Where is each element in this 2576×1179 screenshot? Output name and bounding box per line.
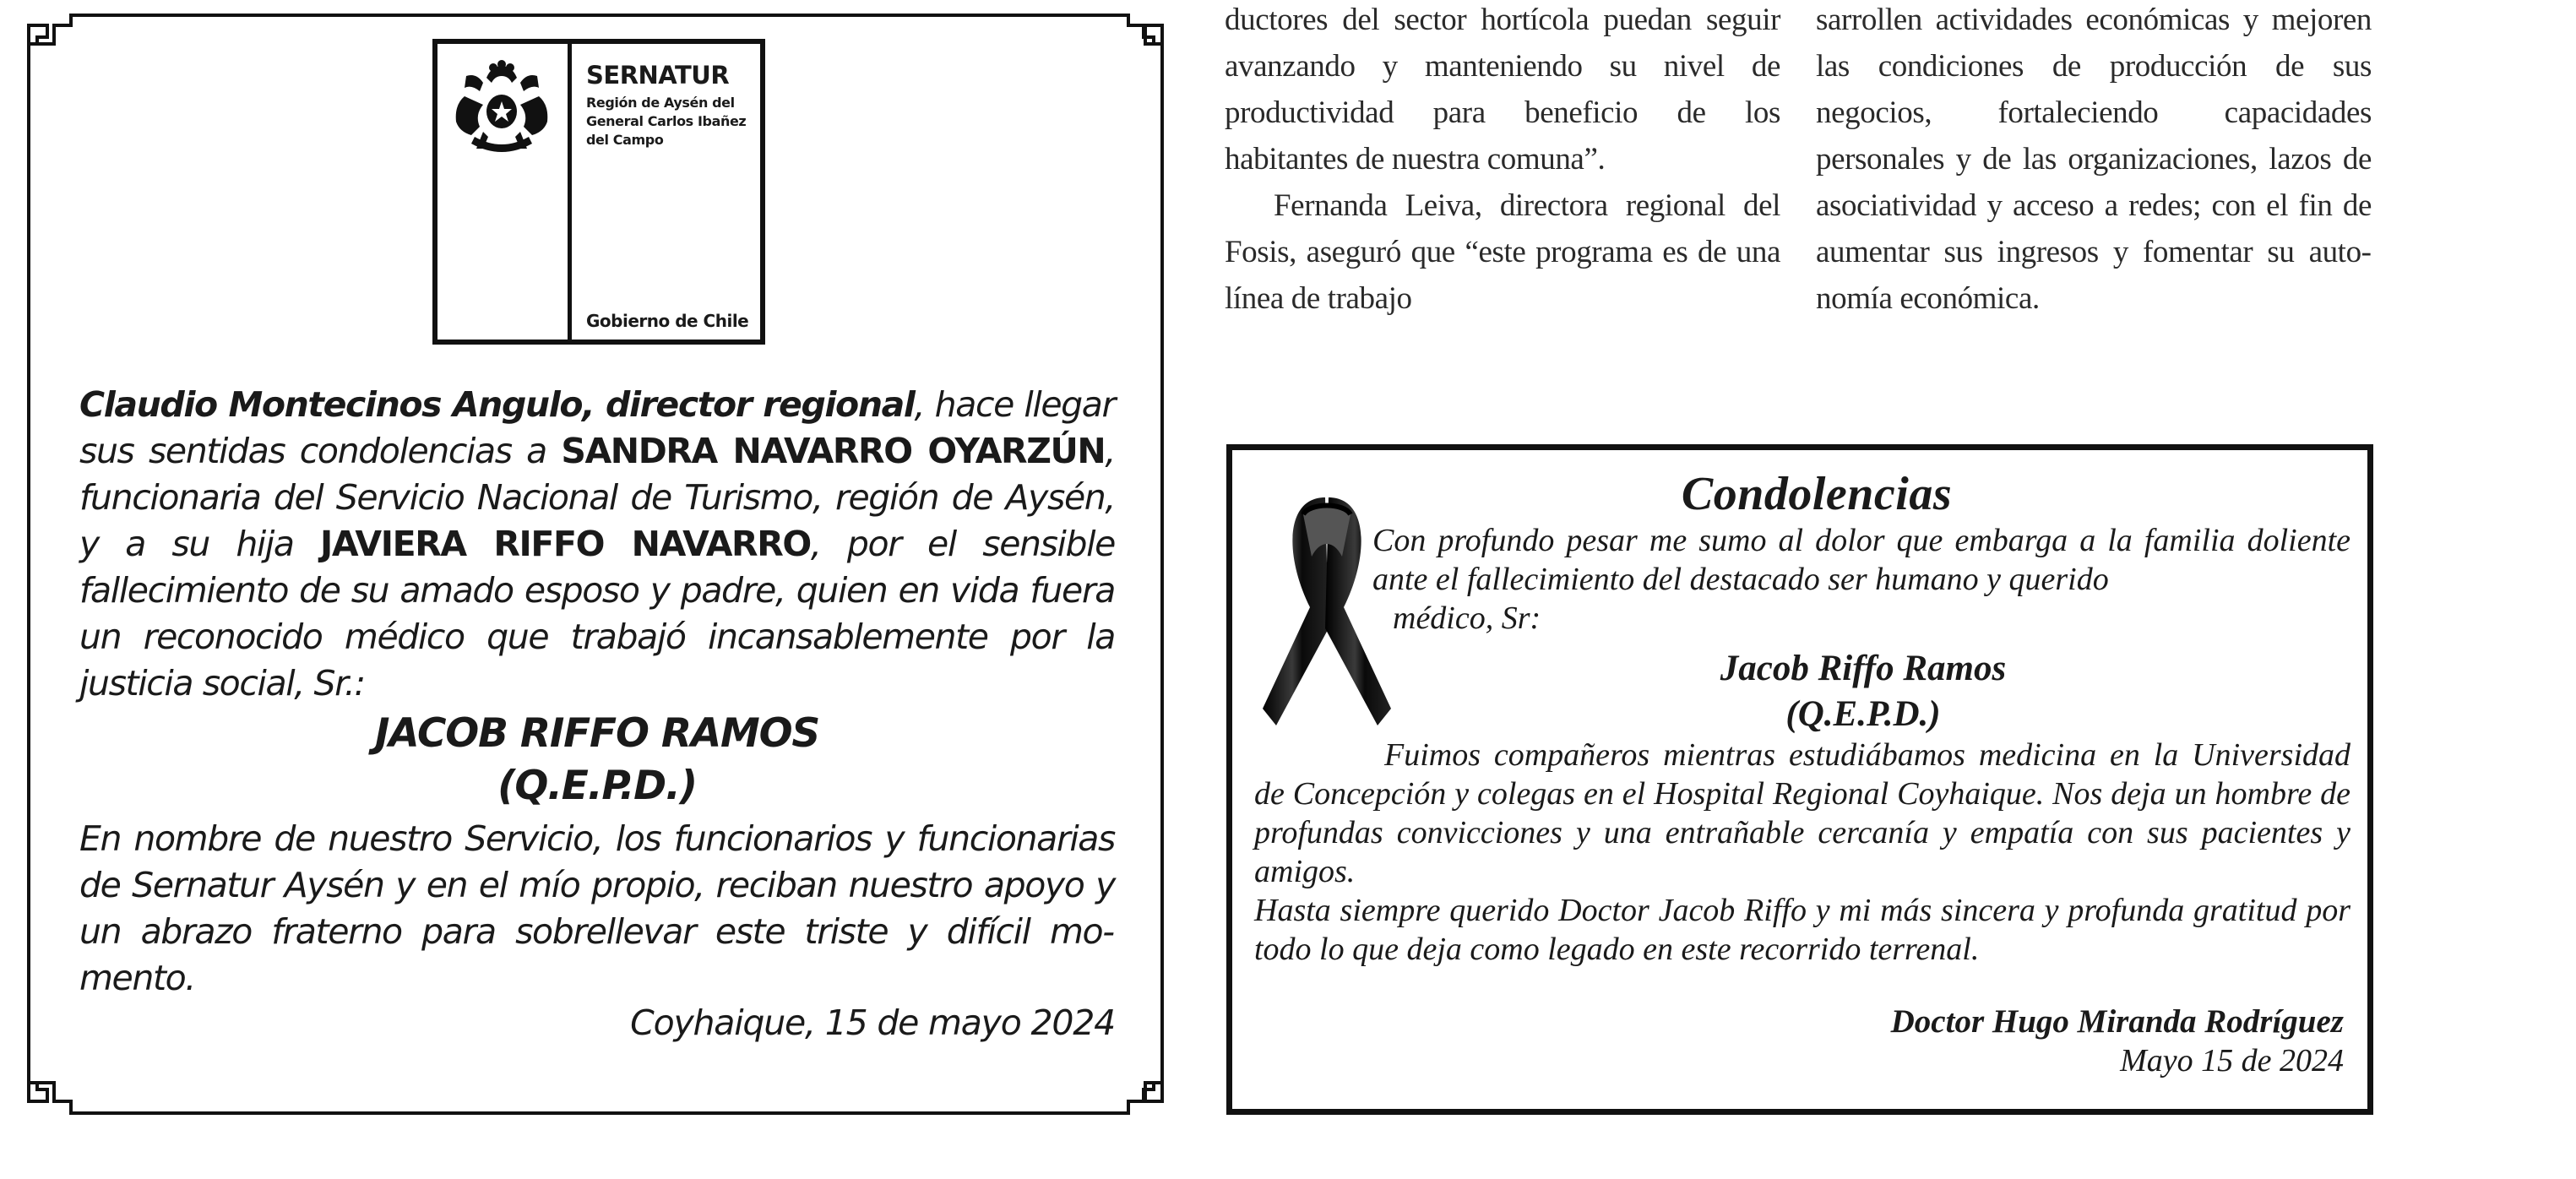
sender-name: Claudio Montecinos Angulo, director regional (79, 384, 915, 425)
logo-subtitle-line: General Carlos Ibañez (586, 113, 747, 129)
recipient-name: SANDRA NAVARRO OYARZÚN (561, 431, 1106, 471)
signature: Doctor Hugo Miranda Rodríguez (1890, 1003, 2344, 1040)
sernatur-closing-text: En nombre de nuestro Servicio, los funcionarios y funcionarias de Sernatur Aysén y en el mío propio, reciban nuestro apoyo y un abrazo fraterno para sobrellevar este triste y difícil momento. (79, 818, 1115, 998)
condolencias-title: Condolencias (1681, 468, 1953, 520)
deceased-name-block (79, 708, 1115, 812)
news-column-1 (1225, 0, 1780, 322)
deceased-name-block (1232, 646, 2367, 737)
logo-subtitle-line: del Campo (586, 132, 664, 148)
news-column-2 (1816, 0, 2372, 322)
body-text-part: , por el sensible fallecimiento de su amado esposo y padre, quien en vida fuera un reconocido médico que trabajó incansablemente por la justicia social, Sr.: (79, 524, 1115, 704)
chile-coat-of-arms-icon (449, 59, 554, 154)
sernatur-body-text (79, 382, 1115, 707)
intro-text-end: médico, Sr: (1393, 600, 1541, 636)
deceased-suffix: (Q.E.P.D.) (1785, 694, 1941, 734)
recipient-name: JAVIERA RIFFO NAVARRO (320, 524, 811, 564)
intro-text: Con profundo pesar me sumo al dolor que embarga a la familia doliente ante el fallecimiento del destacado ser humano y querido (1372, 523, 2350, 597)
body-text-part: , hace llegar sus sentidas condolencias a (79, 384, 1115, 471)
sernatur-date: Coyhaique, 15 de mayo 2024 (630, 1002, 1115, 1043)
news-paragraph: sarrollen actividades económicas y mejoren las condiciones de producción de sus negocios, fortaleciendo capacidades personales y de las organizaciones, lazos de asociatividad y acceso a redes; con el fin de aumentar sus ingresos y fomentar su autonomía económica. (1816, 3, 2372, 316)
condolencias-intro (1372, 521, 2350, 638)
logo-divider (568, 44, 572, 340)
deceased-name: Jacob Riffo Ramos (1720, 649, 2007, 688)
deceased-name: JACOB RIFFO RAMOS (375, 710, 819, 757)
logo-footer: Gobierno de Chile (586, 311, 749, 331)
logo-subtitle-line: Región de Aysén del (586, 95, 735, 111)
body-paragraph: Fuimos compañeros mientras estudiábamos medicina en la Universidad de Concepción y colegas en el Hospital Regional Coyhaique. Nos deja un hombre de profundas convicciones y una entrañable cercanía y empatía con sus pacientes y amigos. (1254, 737, 2350, 889)
logo-title: SERNATUR (586, 61, 730, 90)
body-text-part: , funcionaria del Servicio Nacional de Turismo, región de Aysén, y a su hija (79, 431, 1115, 564)
deceased-suffix: (Q.E.P.D.) (497, 763, 697, 809)
condolencias-date: Mayo 15 de 2024 (2120, 1043, 2344, 1078)
sernatur-logo (432, 39, 765, 345)
news-paragraph: Fernanda Leiva, directora regional del Fosis, aseguró que “este programa es de una línea de trabajo (1225, 188, 1780, 316)
body-paragraph: Hasta siempre querido Doctor Jacob Riffo y mi más sincera y profunda gratitud por todo lo que deja como legado en este recorrido terrenal. (1254, 893, 2350, 967)
condolencias-notice (1226, 444, 2373, 1115)
news-paragraph: ductores del sector hortícola puedan seguir avanzando y manteniendo su nivel de productividad para beneficio de los habitantes de nuestra comuna”. (1225, 3, 1780, 177)
condolencias-body (1254, 736, 2350, 969)
